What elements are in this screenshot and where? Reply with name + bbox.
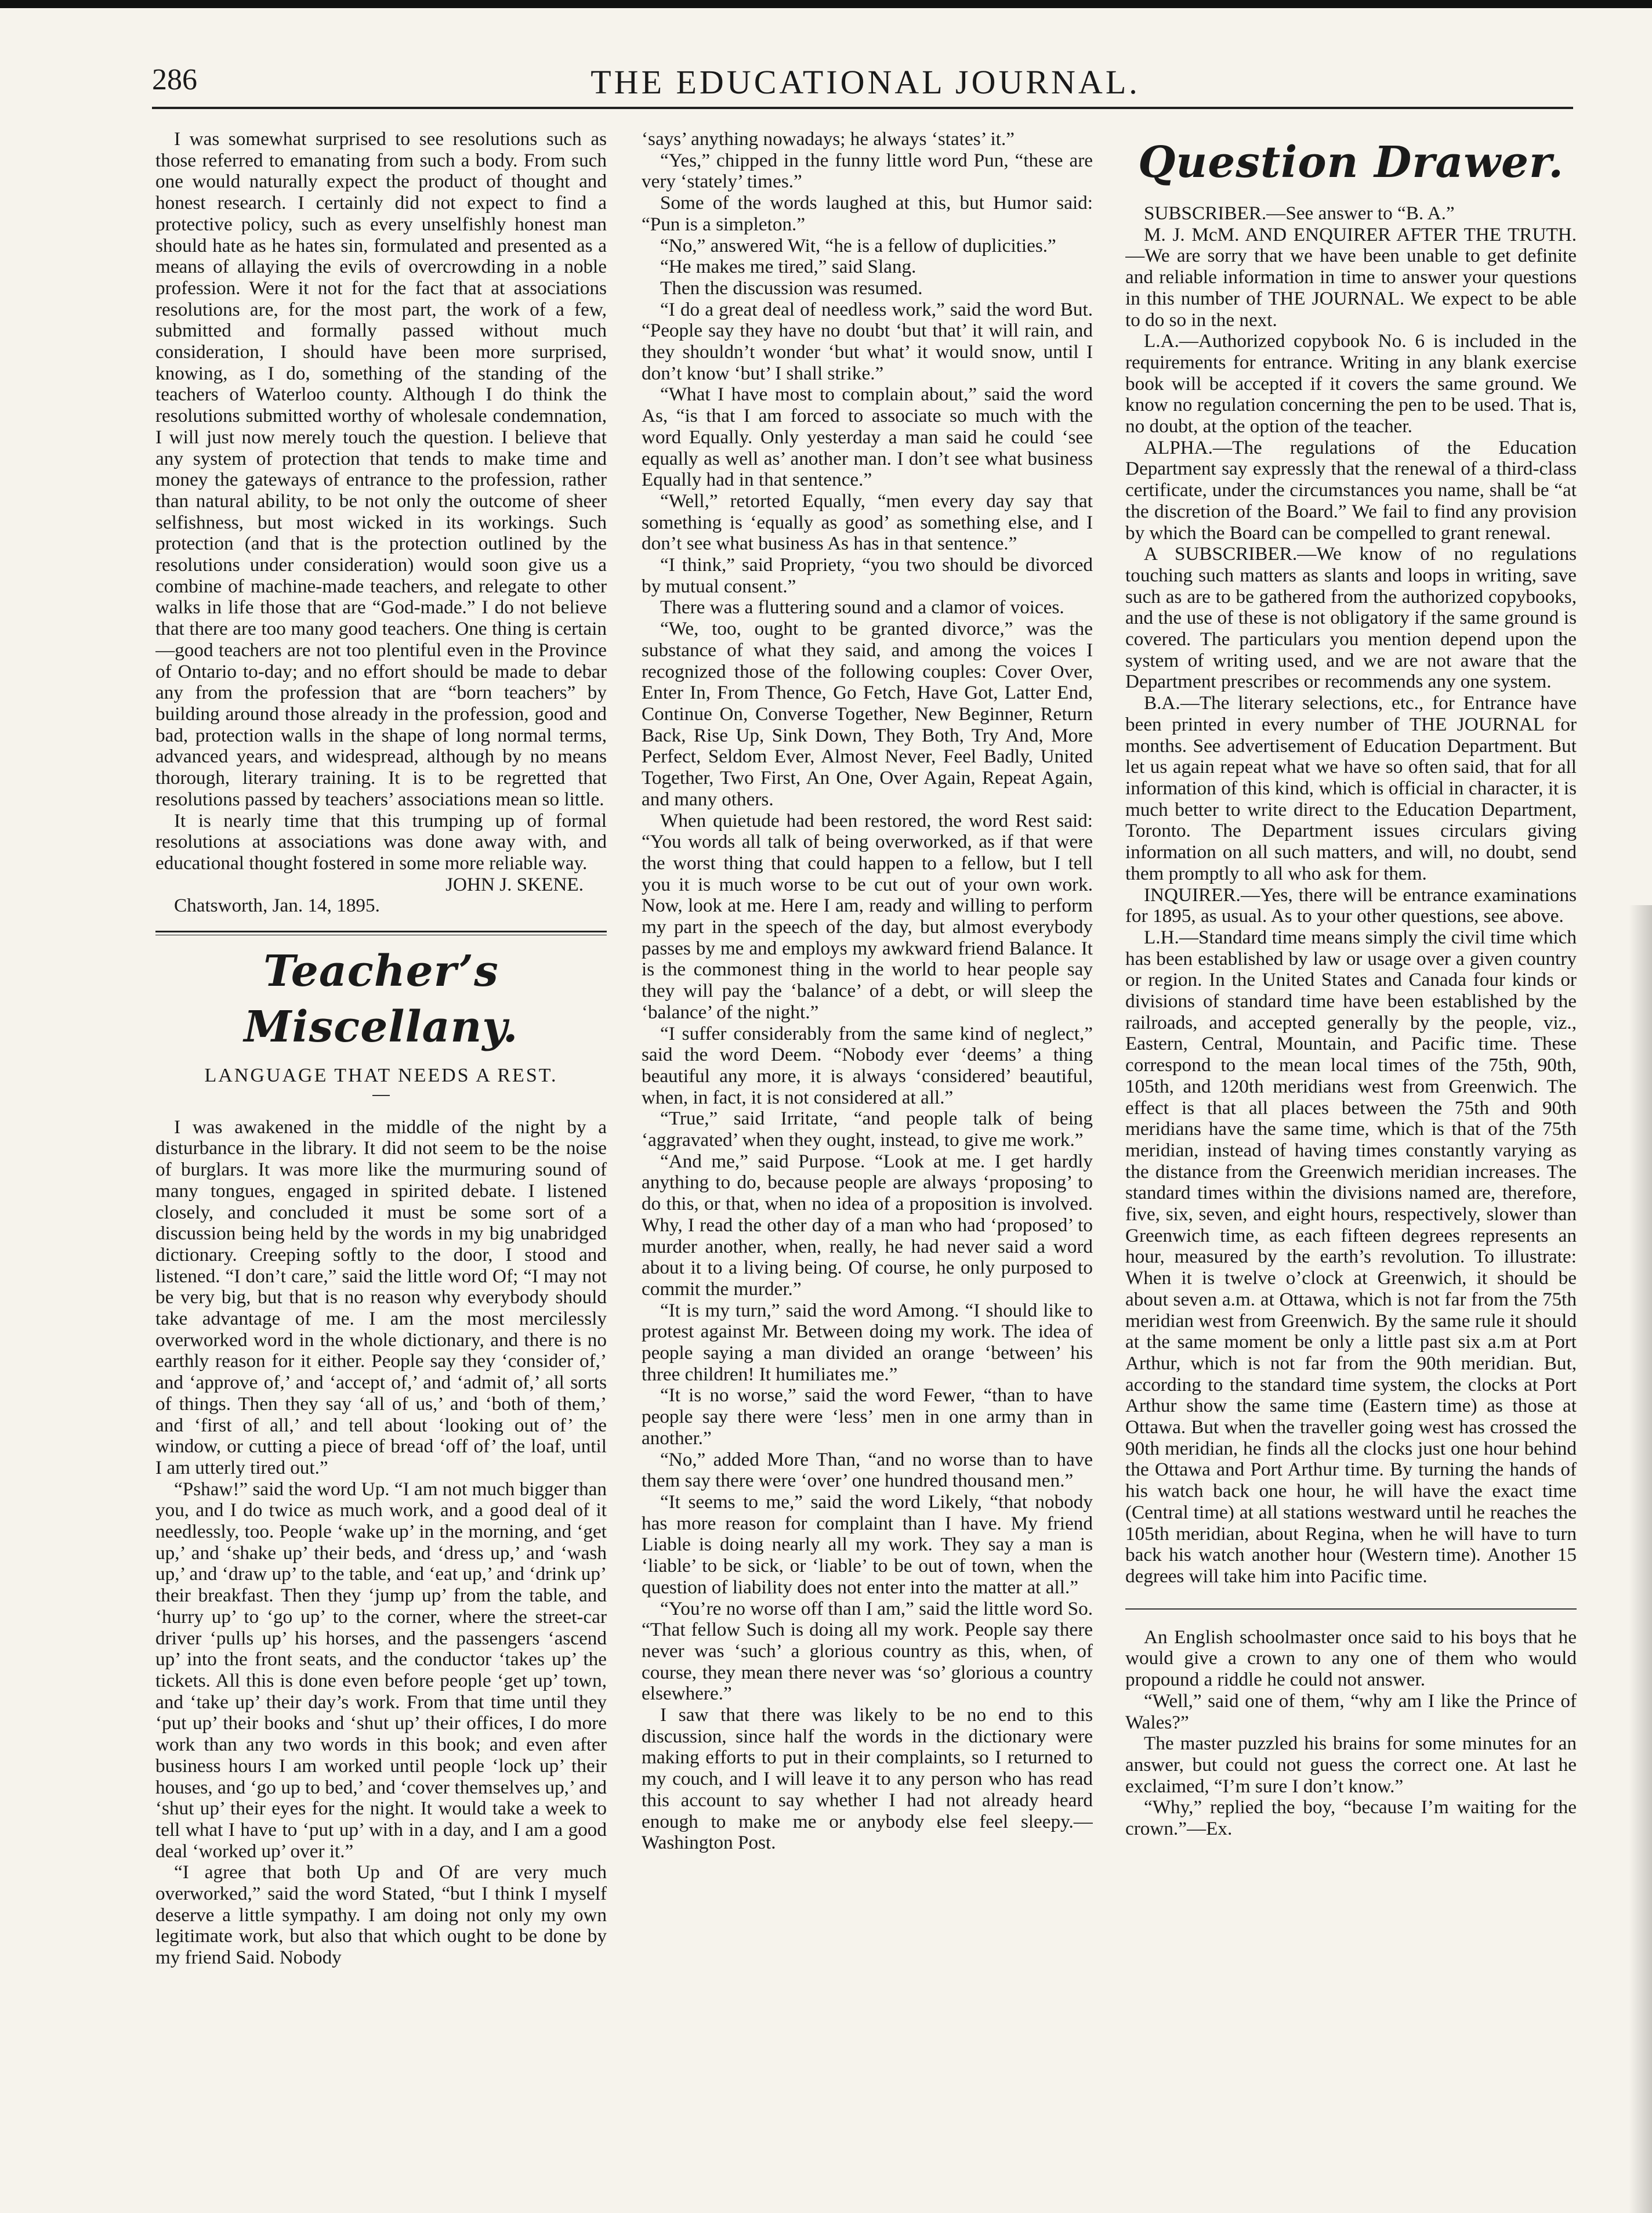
- miscellany-heading: Teacher’s Miscellany.: [244, 946, 519, 1053]
- anecdote-paragraph: “Well,” said one of them, “why am I like the Prince of Wales?”: [1125, 1690, 1577, 1733]
- article-paragraph: “You’re no worse off than I am,” said the little word So. “That fellow Such is doing all my work. People say there never was ‘such’ a glorious country as this, when, of course, they mean there never was ‘so’ glorious a country elsewhere.”: [642, 1597, 1093, 1705]
- article-paragraph: When quietude had been restored, the word Rest said: “You words all talk of being overworked, as if that were the worst thing that could happen to a fellow, but I tell you it is much worse to be cut out of your own work. Now, look at me. Here I am, ready and willing to perform my part in the speech of the day, but almost everybody passes by me and employs my awkward friend Balance. It is the commonest thing in the world to hear people say they will pay the ‘balance’ of a debt, or will sleep the ‘balance’ of the night.”: [642, 809, 1093, 1023]
- article-paragraph: “I suffer considerably from the same kind of neglect,” said the word Deem. “Nobody ever ‘deems’ a thing beautiful any more, it is always ‘considered’ beautiful, when, in fact, it is not considered at all.”: [642, 1022, 1093, 1108]
- article-paragraph: “No,” answered Wit, “he is a fellow of duplicities.”: [660, 234, 1056, 256]
- anecdote-paragraph: An English schoolmaster once said to his boys that he would give a crown to any one of them who would propound a riddle he could not answer.: [1125, 1626, 1577, 1691]
- letter-signature: JOHN J. SKENE.: [445, 873, 584, 895]
- qa-item: SUBSCRIBER.—See answer to “B. A.”: [1144, 203, 1455, 224]
- article-paragraph: “I agree that both Up and Of are very much overworked,” said the word Stated, “but I think I myself deserve a little sympathy. I am doing not only my own legitimate work, but also that which ought to be done by my friend Said. Nobody: [155, 1861, 607, 1969]
- article-paragraph: ‘says’ anything nowadays; he always ‘states’ it.”: [642, 129, 1015, 150]
- scan-top-border: [0, 0, 1652, 8]
- section-divider: [155, 931, 607, 935]
- article-paragraph: Some of the words laughed at this, but Humor said: “Pun is a simpleton.”: [642, 192, 1093, 235]
- article-title: LANGUAGE THAT NEEDS A REST.: [204, 1065, 558, 1087]
- article-paragraph: “It is my turn,” said the word Among. “I should like to protest against Mr. Between doing my work. The idea of people saying a man divided an orange ‘between’ his three children! It humiliates me.”: [642, 1299, 1093, 1385]
- article-paragraph: Then the discussion was resumed.: [660, 277, 923, 299]
- header-rule: [152, 107, 1573, 109]
- anecdote-divider: [1125, 1608, 1577, 1610]
- qa-item: M. J. McM. AND ENQUIRER AFTER THE TRUTH.—We are sorry that we have been unable to get definite and reliable information in time to answer your questions in this number of THE JOURNAL. We expect to be able to do so in the next.: [1125, 223, 1577, 331]
- qa-item: L.A.—Authorized copybook No. 6 is included in the requirements for entrance. Writing in any blank exercise book will be accepted if it covers the same ground. We know no regulation concerning the pen to be used. That is, no doubt, at the option of the teacher.: [1125, 330, 1577, 437]
- letter-paragraph: I was somewhat surprised to see resolutions such as those referred to emanating from such a body. From such one would naturally expect the product of thought and honest research. I certainly did not expect to find a protective policy, such as every unselfishly honest man should hate as he hates sin, formulated and presented as a means of allaying the evils of overcrowding in a noble profession. Were it not for the fact that at associations resolutions are, for the most part, the work of a few, submitted and formally passed without much consideration, I should have been more surprised, knowing, as I do, something of the standing of the teachers of Waterloo county. Although I do think the resolutions submitted worthy of wholesale condemnation, I will just now merely touch the question. I believe that any system of protection that tends to make time and money the gateways of entrance to the profession, rather than natural ability, to be not only the outcome of sheer selfishness, but most wicked in its workings. Such protection (and that is the protection outlined by the resolutions under consideration) would soon give us a combine of machine-made teachers, and relegate to other walks in life those that are “God-made.” I do not believe that there are too many good teachers. One thing is certain—good teachers are not too plentiful even in the Province of Ontario to-day; and no effort should be made to debar any from the profession that are “born teachers” by building around those already in the profession, good and bad, protection walls in the shape of long normal terms, advanced years, and widespread, although by no means thorough, literary training. It is to be regretted that resolutions passed by teachers’ associations mean so little.: [155, 129, 607, 810]
- article-paragraph: “Pshaw!” said the word Up. “I am not much bigger than you, and I do twice as much work, and a good deal of it needlessly, too. People ‘wake up’ in the morning, and ‘get up,’ and ‘shake up’ their beds, and ‘dress up,’ and ‘wash up,’ and ‘draw up’ to the table, and ‘eat up,’ and ‘drink up’ their breakfast. Then they ‘jump up’ from the table, and ‘hurry up’ to ‘go up’ to the corner, where the street-car driver ‘pulls up’ his horses, and the passengers ‘ascend up’ into the front seats, and the conductor ‘takes up’ the tickets. All this is done even before people ‘get up’ town, and ‘take up’ their day’s work. From that time until they ‘put up’ their books and ‘shut up’ their offices, I do more work than any two words in this book; and even after business hours I am worked until people ‘lock up’ their houses, and ‘go up to bed,’ and ‘cover themselves up,’ and ‘shut up’ their eyes for the night. It would take a week to tell what I have to ‘put up’ with in a day, and I am a good deal ‘worked up’ over it.”: [155, 1478, 607, 1862]
- question-drawer-heading: Question Drawer.: [1137, 138, 1564, 187]
- title-dash: [372, 1095, 390, 1096]
- page-edge-shadow: [1629, 905, 1652, 2213]
- page-header: [152, 58, 1579, 122]
- article-paragraph: I saw that there was likely to be no end to this discussion, since half the words in the dictionary were making efforts to put in their complaints, so I returned to my couch, and I will leave it to any person who has read this account to say whether I had not already heard enough to make me or anybody else feel sleepy.— Washington Post.: [642, 1704, 1093, 1854]
- article-paragraph: “It is no worse,” said the word Fewer, “than to have people say there were ‘less’ men in one army than in another.”: [642, 1384, 1093, 1449]
- article-paragraph: “Yes,” chipped in the funny little word Pun, “these are very ‘stately’ times.”: [642, 149, 1093, 193]
- article-paragraph: “No,” added More Than, “and no worse than to have them say there were ‘over’ one hundred thousand men.”: [642, 1448, 1093, 1492]
- article-paragraph: There was a fluttering sound and a clamor of voices.: [660, 596, 1064, 619]
- anecdote-paragraph: “Why,” replied the boy, “because I’m waiting for the crown.”—Ex.: [1125, 1796, 1577, 1840]
- anecdote-paragraph: The master puzzled his brains for some minutes for an answer, but could not guess the correct one. At last he exclaimed, “I’m sure I don’t know.”: [1125, 1733, 1577, 1797]
- qa-item: L.H.—Standard time means simply the civil time which has been established by law or usage over a given country or region. In the United States and Canada four kinds or divisions of standard time have been established by the railroads, and accepted generally by the people, viz., Eastern, Central, Mountain, and Pacific time. These correspond to the mean local times of the 75th, 90th, 105th, and 120th meridians west from Greenwich. The effect is that all places between the 75th and 90th meridians have the same time, which is that of the 75th meridian, instead of having times constantly varying as the distance from the Greenwich meridian increases. The standard times within the divisions named are, therefore, five, six, seven, and eight hours, respectively, slower than Greenwich time, as each fifteen degrees represents an hour, measured by the earth’s revolution. To illustrate: When it is twelve o’clock at Greenwich, it should be about seven a.m. at Ottawa, which is not far from the 75th meridian west from Greenwich. By the same rule it should at the same moment be only a little past six a.m at Port Arthur, which is not far from the 90th meridian. But, according to the standard time system, the clocks at Port Arthur show the same time (Eastern time) as those at Ottawa. But when the traveller going west has crossed the 90th meridian, he finds all the clocks just one hour behind the Ottawa and Port Arthur time. By turning the hands of his watch back one hour, he will have the exact time (Central time) at all stations westward until he reaches the 105th meridian, about Regina, when he will have to turn back his watch another hour (Western time). Another 15 degrees will take him into Pacific time.: [1125, 926, 1577, 1587]
- qa-item: A SUBSCRIBER.—We know of no regulations touching such matters as slants and loops in writing, save such as are to be gathered from the authorized copybooks, and the use of these is not obligatory if the same ground is covered. The particulars you mention depend upon the system of writing used, and we are not aware that the Department prescribes or recommends any one system.: [1125, 543, 1577, 693]
- qa-item: INQUIRER.—Yes, there will be entrance examinations for 1895, as usual. As to your other questions, see above.: [1125, 884, 1577, 927]
- journal-title: THE EDUCATIONAL JOURNAL.: [590, 63, 1140, 101]
- qa-item: ALPHA.—The regulations of the Education Department say expressly that the renewal of a third-class certificate, under the circumstances you name, shall be “at the discretion of the Board.” We fail to find any provision by which the Board can be compelled to grant renewal.: [1125, 436, 1577, 544]
- qa-item: B.A.—The literary selections, etc., for Entrance have been printed in every number of THE JOURNAL for months. See advertisement of Education Department. But let us again repeat what we have so often said, that for all information of this kind, which is official in character, it is much better to write direct to the Education Department, Toronto. The Department issues circulars giving information on all such matters, and will, no doubt, send them promptly to all who ask for them.: [1125, 692, 1577, 884]
- column-1: [155, 129, 607, 1969]
- article-paragraph: “What I have most to complain about,” said the word As, “is that I am forced to associate so much with the word Equally. Only yesterday a man said he could ‘see equally as well as’ another man. I don’t see what business Equally had in that sentence.”: [642, 384, 1093, 491]
- page-number: 286: [152, 63, 197, 96]
- article-paragraph: “I do a great deal of needless work,” said the word But. “People say they have no doubt ‘but that’ it will rain, and they shouldn’t wonder ‘but what’ it would snow, until I don’t know ‘but’ I shall strike.”: [642, 298, 1093, 384]
- letter-paragraph: It is nearly time that this trumping up of formal resolutions at associations was done away with, and educational thought fostered in some more reliable way.: [155, 809, 607, 874]
- article-paragraph: I was awakened in the middle of the night by a disturbance in the library. It did not seem to be the noise of burglars. It was more like the murmuring sound of many tongues, engaged in spirited debate. I listened closely, and concluded it must be some sort of a discussion being held by the words in my big unabridged dictionary. Creeping softly to the door, I stood and listened. “I don’t care,” said the little word Of; “I may not be very big, but that is no reason why everybody should take advantage of me. I am the most mercilessly overworked word in the whole dictionary, and there is no earthly reason for it either. People say they ‘consider of,’ and ‘approve of,’ and ‘accept of,’ and ‘admit of,’ all sorts of things. Then they say ‘all of us,’ and ‘both of them,’ and ‘first of all,’ and tell about ‘looking out of’ the window, or cutting a piece of bread ‘off of’ the loaf, until I am utterly tired out.”: [155, 1116, 607, 1478]
- article-paragraph: “He makes me tired,” said Slang.: [660, 256, 916, 278]
- article-paragraph: “Well,” retorted Equally, “men every day say that something is ‘equally as good’ as something else, and I don’t see what business As has in that sentence.”: [642, 490, 1093, 555]
- article-paragraph: “True,” said Irritate, “and people talk of being ‘aggravated’ when they ought, instead, to give me work.”: [642, 1108, 1093, 1151]
- column-2: [642, 129, 1093, 1854]
- article-paragraph: “It seems to me,” said the word Likely, “that nobody has more reason for complaint than I have. My friend Liable is doing nearly all my work. They say a man is ‘liable’ to be sick, or ‘liable’ to be out of town, when the question of liability does not enter into the matter at all.”: [642, 1491, 1093, 1598]
- article-paragraph: “I think,” said Propriety, “you two should be divorced by mutual consent.”: [642, 554, 1093, 597]
- letter-dateline: Chatsworth, Jan. 14, 1895.: [174, 895, 380, 917]
- article-paragraph: “We, too, ought to be granted divorce,” was the substance of what they said, and among the voices I recognized those of the following couples: Cover Over, Enter In, From Thence, Go Fetch, Have Got, Latter End, Continue On, Converse Together, New Beginner, Return Back, Rise Up, Sink Down, They Both, Try And, More Perfect, Seldom Ever, Almost Never, Feel Badly, United Together, Two First, An One, Over Again, Repeat Again, and many others.: [642, 618, 1093, 810]
- article-paragraph: “And me,” said Purpose. “Look at me. I get hardly anything to do, because people are always ‘proposing’ to do this, or that, when no idea of a proposition is involved. Why, I read the other day of a man who had ‘proposed’ to murder another, when, really, he had never said a word about it to a living being. Of course, he only purposed to commit the murder.”: [642, 1150, 1093, 1300]
- column-3: [1125, 129, 1577, 1840]
- letter-signature-line: [155, 874, 607, 896]
